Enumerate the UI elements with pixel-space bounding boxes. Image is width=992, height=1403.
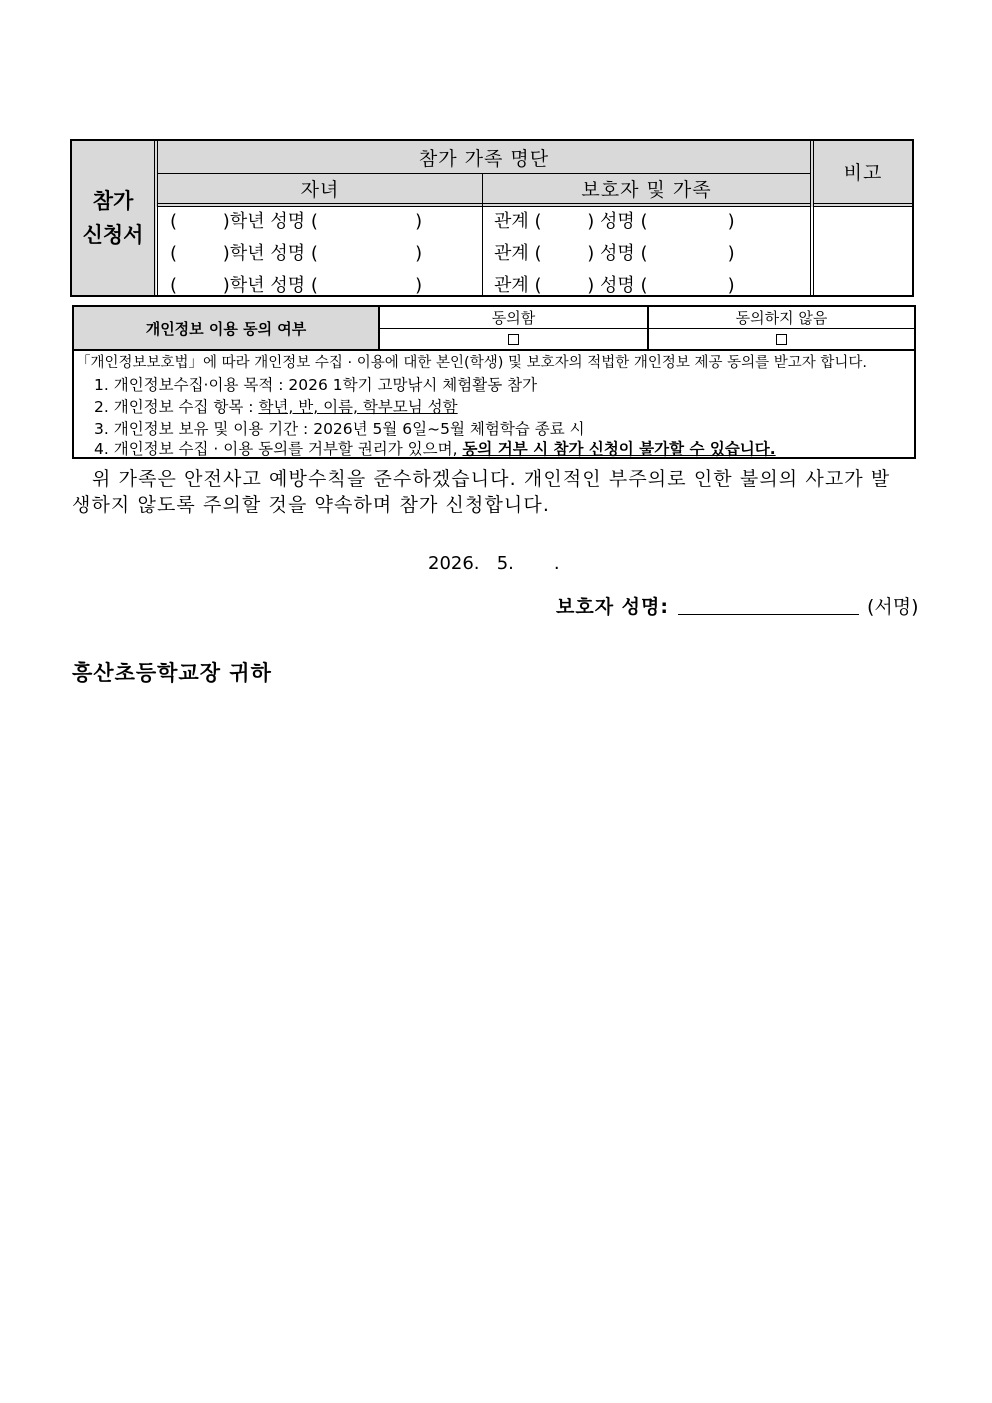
consent-table bbox=[72, 305, 916, 459]
child-entry-1[interactable]: ( )학년 성명 ( ) bbox=[170, 211, 423, 232]
child-entry-2[interactable]: ( )학년 성명 ( ) bbox=[170, 243, 423, 264]
consent-item-4-emphasis: 동의 거부 시 참가 신청이 불가할 수 있습니다. bbox=[462, 440, 776, 458]
date-text: 2026. 5. . bbox=[428, 553, 560, 574]
agree-label: 동의함 bbox=[491, 309, 536, 327]
consent-question: 개인정보 이용 동의 여부 bbox=[145, 319, 307, 338]
side-label bbox=[70, 139, 156, 297]
note-header: 비고 bbox=[843, 161, 883, 184]
guardian-entry-1[interactable]: 관계 ( ) 성명 ( ) bbox=[494, 211, 735, 232]
pledge-line-1: 위 가족은 안전사고 예방수칙을 준수하겠습니다. 개인적인 부주의로 인한 불의의 사고가 발 bbox=[92, 468, 891, 490]
application-table bbox=[70, 139, 914, 297]
recipient: 흥산초등학교장 귀하 bbox=[72, 661, 272, 685]
pledge-line-2: 생하지 않도록 주의할 것을 약속하며 참가 신청합니다. bbox=[72, 494, 550, 516]
consent-intro: 「개인정보보호법」에 따라 개인정보 수집 · 이용에 대한 본인(학생) 및 보호자의 적법한 개인정보 제공 동의를 받고자 합니다. bbox=[76, 355, 868, 371]
signature-line[interactable] bbox=[678, 614, 859, 615]
child-header: 자녀 bbox=[300, 179, 340, 201]
side-label-line2: 신청서 bbox=[82, 223, 144, 247]
disagree-label: 동의하지 않음 bbox=[735, 309, 828, 327]
side-label-line1: 참가 bbox=[92, 189, 134, 213]
consent-item-2-prefix: 2. 개인정보 수집 항목 : bbox=[94, 398, 259, 416]
guardian-header: 보호자 및 가족 bbox=[581, 179, 712, 201]
consent-item-4 bbox=[94, 437, 776, 459]
consent-item-4-prefix: 4. 개인정보 수집 · 이용 동의를 거부할 권리가 있으며, bbox=[94, 440, 463, 458]
table-title: 참가 가족 명단 bbox=[418, 147, 550, 170]
agree-checkbox[interactable] bbox=[508, 334, 519, 345]
signature-suffix: (서명) bbox=[867, 596, 919, 618]
consent-item-2 bbox=[94, 395, 458, 417]
guardian-entry-2[interactable]: 관계 ( ) 성명 ( ) bbox=[494, 243, 735, 264]
guardian-entry-3[interactable]: 관계 ( ) 성명 ( ) bbox=[494, 275, 735, 296]
consent-item-3: 3. 개인정보 보유 및 이용 기간 : 2026년 5월 6일~5월 체험학습 종료 시 bbox=[94, 420, 585, 438]
consent-item-1: 1. 개인정보수집·이용 목적 : 2026 1학기 고망낚시 체험활동 참가 bbox=[94, 376, 538, 394]
signature-label: 보호자 성명: bbox=[556, 596, 669, 618]
disagree-checkbox[interactable] bbox=[776, 334, 787, 345]
child-entry-3[interactable]: ( )학년 성명 ( ) bbox=[170, 275, 423, 296]
consent-item-2-value: 학년, 반, 이름, 학부모님 성함 bbox=[258, 398, 458, 416]
